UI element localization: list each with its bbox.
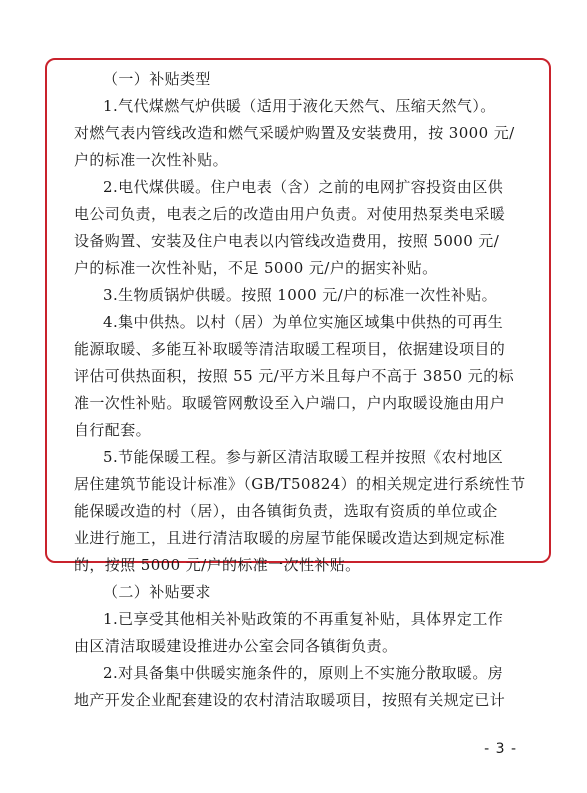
paragraph-line: 5.节能保暖工程。参与新区清洁取暖工程并按照《农村地区 bbox=[103, 448, 504, 466]
paragraph-line: 户的标准一次性补贴，不足 5000 元/户的据实补贴。 bbox=[74, 259, 438, 277]
paragraph-line: 3.生物质锅炉供暖。按照 1000 元/户的标准一次性补贴。 bbox=[103, 286, 498, 304]
paragraph-line: 对燃气表内管线改造和燃气采暖炉购置及安装费用，按 3000 元/ bbox=[74, 124, 515, 142]
section-heading-subsidy-types: （一）补贴类型 bbox=[103, 70, 211, 88]
paragraph-line: 评估可供热面积，按照 55 元/平方米且每户不高于 3850 元的标 bbox=[74, 367, 514, 385]
paragraph-line: 自行配套。 bbox=[74, 421, 152, 439]
paragraph-line: 由区清洁取暖建设推进办公室会同各镇街负责。 bbox=[74, 637, 398, 655]
paragraph-line: 设备购置、安装及住户电表以内管线改造费用，按照 5000 元/ bbox=[74, 232, 500, 250]
paragraph-line: 地产开发企业配套建设的农村清洁取暖项目，按照有关规定已计 bbox=[74, 691, 506, 709]
paragraph-line: 2.对具备集中供暖实施条件的，原则上不实施分散取暖。房 bbox=[103, 664, 504, 682]
paragraph-line: 能保暖改造的村（居），由各镇街负责，选取有资质的单位或企 bbox=[74, 502, 498, 520]
paragraph-line: 业进行施工，且进行清洁取暖的房屋节能保暖改造达到规定标准 bbox=[74, 529, 506, 547]
paragraph-line: 1.气代煤燃气炉供暖（适用于液化天然气、压缩天然气）。 bbox=[103, 97, 496, 115]
paragraph-line: 居住建筑节能设计标准》（GB/T50824）的相关规定进行系统性节 bbox=[74, 475, 526, 493]
paragraph-line: 1.已享受其他相关补贴政策的不再重复补贴，具体界定工作 bbox=[103, 610, 504, 628]
page-number: - 3 - bbox=[484, 741, 517, 757]
paragraph-line: 2.电代煤供暖。住户电表（含）之前的电网扩容投资由区供 bbox=[103, 178, 504, 196]
paragraph-line: 能源取暖、多能互补取暖等清洁取暖工程项目，依据建设项目的 bbox=[74, 340, 506, 358]
paragraph-line: 准一次性补贴。取暖管网敷设至入户端口，户内取暖设施由用户 bbox=[74, 394, 506, 412]
paragraph-line: 的，按照 5000 元/户的标准一次性补贴。 bbox=[74, 556, 361, 574]
paragraph-line: 户的标准一次性补贴。 bbox=[74, 151, 229, 169]
paragraph-line: 电公司负责，电表之后的改造由用户负责。对使用热泵类电采暖 bbox=[74, 205, 506, 223]
paragraph-line: 4.集中供热。以村（居）为单位实施区域集中供热的可再生 bbox=[103, 313, 504, 331]
section-heading-subsidy-requirements: （二）补贴要求 bbox=[103, 583, 211, 601]
